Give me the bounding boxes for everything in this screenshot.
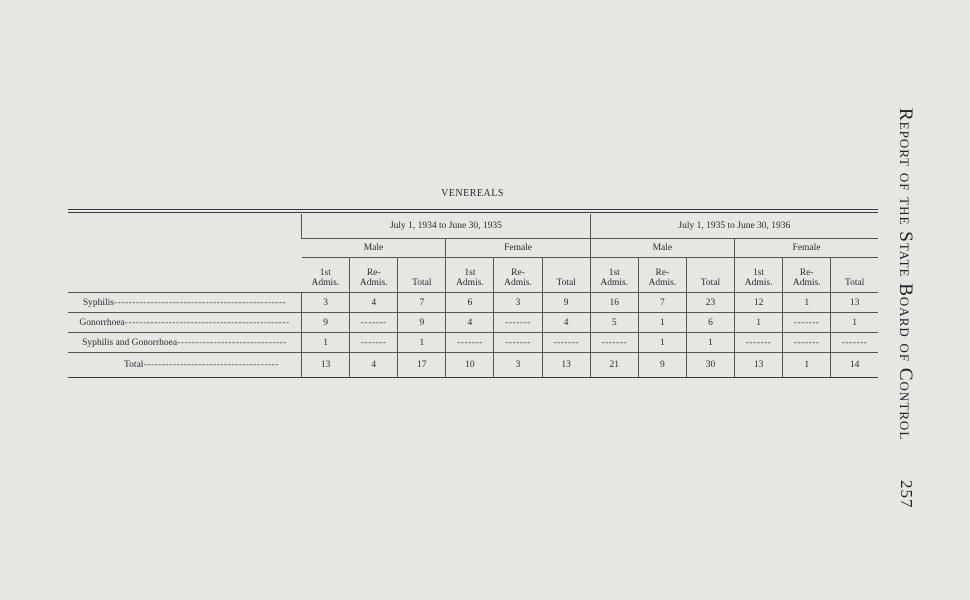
row-label-text: Syphilis and Gonorrhoea [82, 337, 178, 348]
col-header-total: Total [686, 258, 734, 293]
row-label [68, 313, 302, 333]
table-cell: ------- [783, 333, 831, 353]
running-head: Report of the State Board of Control [895, 108, 916, 441]
table-cell: 1 [735, 313, 783, 333]
table-cell: 10 [446, 353, 494, 378]
table-cell: 23 [686, 293, 734, 313]
gender-header: Male [302, 239, 446, 258]
table-cell: 3 [302, 293, 350, 313]
table-cell: ------- [494, 313, 542, 333]
table-cell: 9 [638, 353, 686, 378]
table-cell: 1 [398, 333, 446, 353]
row-label [68, 333, 302, 353]
table-cell: 4 [350, 353, 398, 378]
col-header-first-admissions: 1st Admis. [590, 258, 638, 293]
table-cell: 6 [686, 313, 734, 333]
table-row [68, 333, 878, 353]
table-cell: 17 [398, 353, 446, 378]
dot-leader: ------------------------------ [177, 337, 287, 348]
table-cell: 1 [831, 313, 878, 333]
table-cell: 21 [590, 353, 638, 378]
gender-header: Male [590, 239, 734, 258]
col-header-readmissions: Re- Admis. [638, 258, 686, 293]
col-header-total: Total [542, 258, 590, 293]
row-label-header [68, 214, 302, 293]
table-cell: 1 [638, 313, 686, 333]
table-cell: 14 [831, 353, 878, 378]
table-cell: ------- [350, 333, 398, 353]
col-header-readmissions: Re- Admis. [494, 258, 542, 293]
table-row [68, 353, 878, 378]
venereals-table [68, 214, 878, 378]
dot-leader: --------------------------------------------- [124, 317, 290, 328]
table-cell: ------- [542, 333, 590, 353]
col-header-first-admissions: 1st Admis. [446, 258, 494, 293]
col-header-first-admissions: 1st Admis. [302, 258, 350, 293]
row-label-text: Gonorrhoea [79, 317, 125, 328]
table-title: VENEREALS [441, 188, 504, 199]
table-body [68, 293, 878, 378]
top-rule-inner [68, 212, 878, 213]
row-label-text: Syphilis [82, 297, 114, 308]
table-cell: 1 [783, 353, 831, 378]
table-cell: 4 [542, 313, 590, 333]
table-cell: ------- [446, 333, 494, 353]
table-cell: 13 [735, 353, 783, 378]
row-label [68, 293, 302, 313]
table-cell: 9 [398, 313, 446, 333]
table-cell: 4 [446, 313, 494, 333]
table-cell: 13 [831, 293, 878, 313]
table-cell: 13 [302, 353, 350, 378]
dot-leader: ----------------------------------------------- [114, 297, 287, 308]
table-cell: 5 [590, 313, 638, 333]
period-header-row [68, 214, 878, 239]
table-cell: 7 [398, 293, 446, 313]
col-header-readmissions: Re- Admis. [783, 258, 831, 293]
col-header-readmissions: Re- Admis. [350, 258, 398, 293]
col-header-total: Total [831, 258, 878, 293]
gender-header: Female [446, 239, 590, 258]
table-cell: 1 [783, 293, 831, 313]
table-cell: ------- [590, 333, 638, 353]
row-label [68, 353, 302, 378]
page-number: 257 [897, 480, 916, 509]
table-cell: 4 [350, 293, 398, 313]
table-cell: ------- [735, 333, 783, 353]
table-cell: 3 [494, 353, 542, 378]
table-cell: 16 [590, 293, 638, 313]
table-row [68, 313, 878, 333]
table-cell: 7 [638, 293, 686, 313]
table-cell: 6 [446, 293, 494, 313]
table-cell: 9 [542, 293, 590, 313]
table-cell: ------- [350, 313, 398, 333]
gender-header: Female [735, 239, 878, 258]
table-cell: 9 [302, 313, 350, 333]
period-header: July 1, 1935 to June 30, 1936 [590, 214, 878, 239]
table-cell: ------- [494, 333, 542, 353]
table-cell: 1 [686, 333, 734, 353]
dot-leader: ------------------------------------- [143, 360, 279, 370]
table-cell: 30 [686, 353, 734, 378]
table-row [68, 293, 878, 313]
table-cell: ------- [831, 333, 878, 353]
row-label-text: Total [124, 360, 144, 370]
col-header-total: Total [398, 258, 446, 293]
table-cell: 12 [735, 293, 783, 313]
table-cell: 3 [494, 293, 542, 313]
table-cell: 1 [638, 333, 686, 353]
table-cell: ------- [783, 313, 831, 333]
col-header-first-admissions: 1st Admis. [735, 258, 783, 293]
period-header: July 1, 1934 to June 30, 1935 [302, 214, 591, 239]
table-cell: 1 [302, 333, 350, 353]
top-rule [68, 209, 878, 210]
table-cell: 13 [542, 353, 590, 378]
